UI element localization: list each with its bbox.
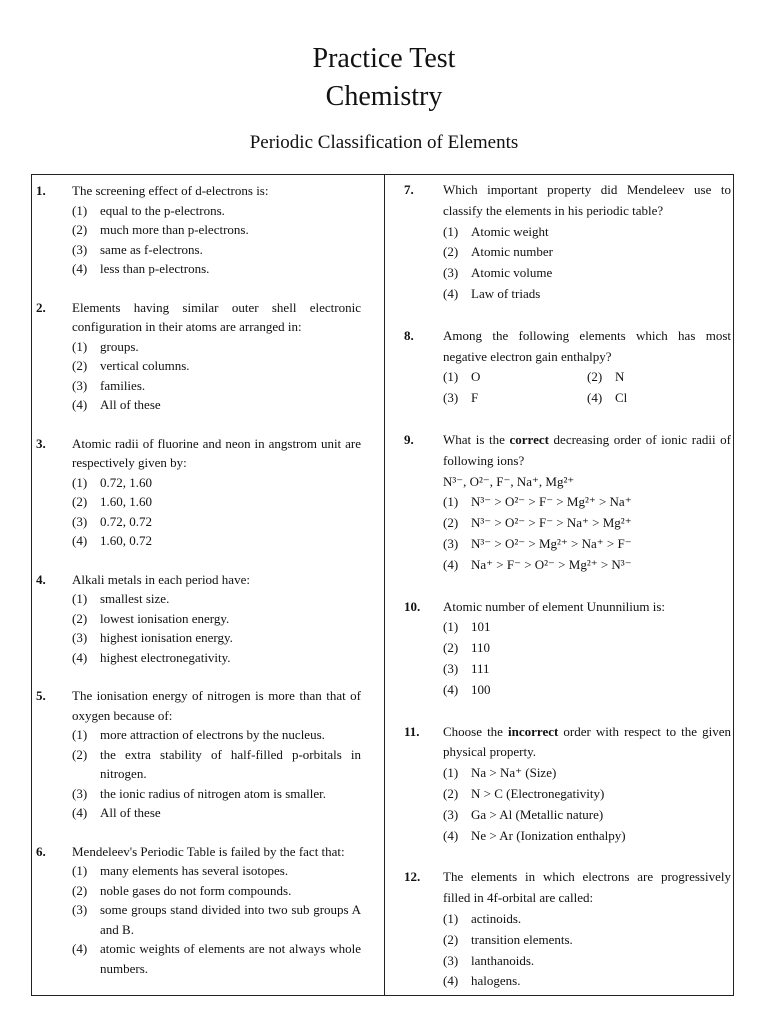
option: (1) actinoids.: [443, 910, 522, 926]
question-number: 2.: [36, 299, 46, 315]
question-number: 4.: [36, 571, 46, 587]
question-stem: Choose the incorrect order with respect to the given physical property.: [443, 723, 731, 760]
option: (4) highest electronegativity.: [72, 649, 231, 665]
option: (4) All of these: [72, 397, 161, 412]
question-stem: The screening effect of d-electrons is:: [72, 183, 269, 198]
question-8: [404, 326, 731, 409]
option: (1) smallest size.: [72, 591, 170, 606]
option: (3) the ionic radius of nitrogen atom is smaller.: [72, 785, 327, 801]
chapter-subtitle: Periodic Classification of Elements: [249, 132, 519, 153]
question-2: [36, 298, 361, 415]
emphasis-word: incorrect: [508, 723, 559, 739]
page-title: Practice Test: [312, 43, 456, 74]
subject-title: Chemistry: [325, 81, 443, 112]
option: (3) F: [443, 390, 479, 406]
option: (4) 1.60, 0.72: [72, 533, 152, 548]
question-number: 7.: [404, 182, 414, 197]
question-number: 3.: [36, 435, 46, 451]
option: (4) atomic weights of elements are not always whole numbers.: [72, 941, 361, 976]
option: (3) N³⁻ > O²⁻ > Mg²⁺ > Na⁺ > F⁻: [443, 535, 632, 551]
option: (2) lowest ionisation energy.: [72, 610, 230, 626]
option: (3) 0.72, 0.72: [72, 513, 152, 529]
question-7: [404, 180, 731, 305]
option: (3) same as f-electrons.: [72, 241, 203, 257]
option: (1) equal to the p-electrons.: [72, 202, 225, 218]
question-1: [36, 181, 361, 279]
question-stem: Among the following elements which has most negative electron gain enthalpy?: [443, 327, 731, 364]
option: (1) groups.: [72, 338, 139, 354]
option: (2) 110: [443, 640, 491, 656]
option: (3) lanthanoids.: [443, 952, 535, 968]
question-number: 5.: [36, 688, 46, 703]
question-3: [36, 434, 361, 551]
question-stem: Atomic radii of fluorine and neon in angstrom unit are respectively given by:: [72, 435, 361, 470]
option: (2) the extra stability of half-filled p-orbitals in nitrogen.: [72, 746, 361, 781]
question-6: [36, 842, 361, 979]
question-4: [36, 570, 361, 668]
option: (2) N > C (Electronegativity): [443, 785, 605, 801]
options-grid: [443, 367, 731, 409]
question-stem: Atomic number of element Ununnilium is:: [443, 598, 666, 614]
question-number: 6.: [36, 843, 46, 859]
option: (2) noble gases do not form compounds.: [72, 882, 292, 898]
option: (3) families.: [72, 377, 146, 393]
ion-list: N³⁻, O²⁻, F⁻, Na⁺, Mg²⁺: [443, 473, 575, 489]
question-stem: Mendeleev's Periodic Table is failed by the fact that:: [72, 843, 345, 859]
question-stem: What is the correct decreasing order of ionic radii of following ions?: [443, 431, 731, 468]
option: (2) transition elements.: [443, 931, 573, 947]
question-12: [404, 867, 731, 992]
question-stem: Alkali metals in each period have:: [72, 571, 250, 587]
option: (1) 101: [443, 619, 491, 635]
question-number: 9.: [404, 431, 414, 447]
option: (1) Na > Na⁺ (Size): [443, 765, 557, 781]
option: (2) much more than p-electrons.: [72, 222, 249, 237]
emphasis-word: correct: [509, 431, 549, 447]
question-stem: The elements in which electrons are progressively filled in 4f-orbital are called:: [443, 869, 731, 906]
option: (4) less than p-electrons.: [72, 261, 210, 276]
question-number: 11.: [404, 723, 420, 739]
question-number: 12.: [404, 869, 421, 885]
option: (1) more attraction of electrons by the nucleus.: [72, 727, 325, 742]
question-number: 8.: [404, 327, 414, 343]
question-number: 1.: [36, 183, 46, 198]
question-11: [404, 722, 731, 847]
option: (4) All of these: [72, 805, 161, 820]
option: (1) Atomic weight: [443, 223, 549, 239]
option: (3) highest ionisation energy.: [72, 630, 233, 645]
question-10: [404, 597, 731, 701]
option: (4) halogens.: [443, 973, 521, 989]
option: (4) Ne > Ar (Ionization enthalpy): [443, 827, 626, 843]
option: (3) Ga > Al (Metallic nature): [443, 806, 604, 822]
option: (3) Atomic volume: [443, 265, 553, 281]
option: (2) N³⁻ > O²⁻ > F⁻ > Na⁺ > Mg²⁺: [443, 515, 632, 531]
option: (1) O: [443, 369, 481, 385]
option: (1) many elements has several isotopes.: [72, 863, 289, 878]
option: (4) 100: [443, 681, 491, 697]
option: (4) Na⁺ > F⁻ > O²⁻ > Mg²⁺ > N³⁻: [443, 556, 632, 572]
option: (4) Cl: [587, 390, 628, 406]
option: (4) Law of triads: [443, 285, 541, 301]
option: (1) N³⁻ > O²⁻ > F⁻ > Mg²⁺ > Na⁺: [443, 494, 632, 510]
right-column: [404, 180, 731, 992]
option: (2) 1.60, 1.60: [72, 494, 152, 509]
question-number: 10.: [404, 598, 421, 614]
option: (2) N: [587, 369, 625, 385]
column-divider: [384, 174, 385, 996]
option: (2) vertical columns.: [72, 358, 190, 373]
option: (3) 111: [443, 660, 490, 676]
question-9: [404, 430, 731, 576]
question-stem: Elements having similar outer shell electronic configuration in their atoms are arranged in:: [72, 299, 361, 334]
question-stem: Which important property did Mendeleev use to classify the elements in his periodic table?: [443, 182, 731, 218]
question-stem: The ionisation energy of nitrogen is more than that of oxygen because of:: [72, 688, 361, 723]
left-column: [36, 181, 361, 978]
option: (3) some groups stand divided into two sub groups A and B.: [72, 902, 361, 937]
option: (1) 0.72, 1.60: [72, 474, 152, 490]
option: (2) Atomic number: [443, 244, 553, 260]
question-5: [36, 686, 361, 823]
